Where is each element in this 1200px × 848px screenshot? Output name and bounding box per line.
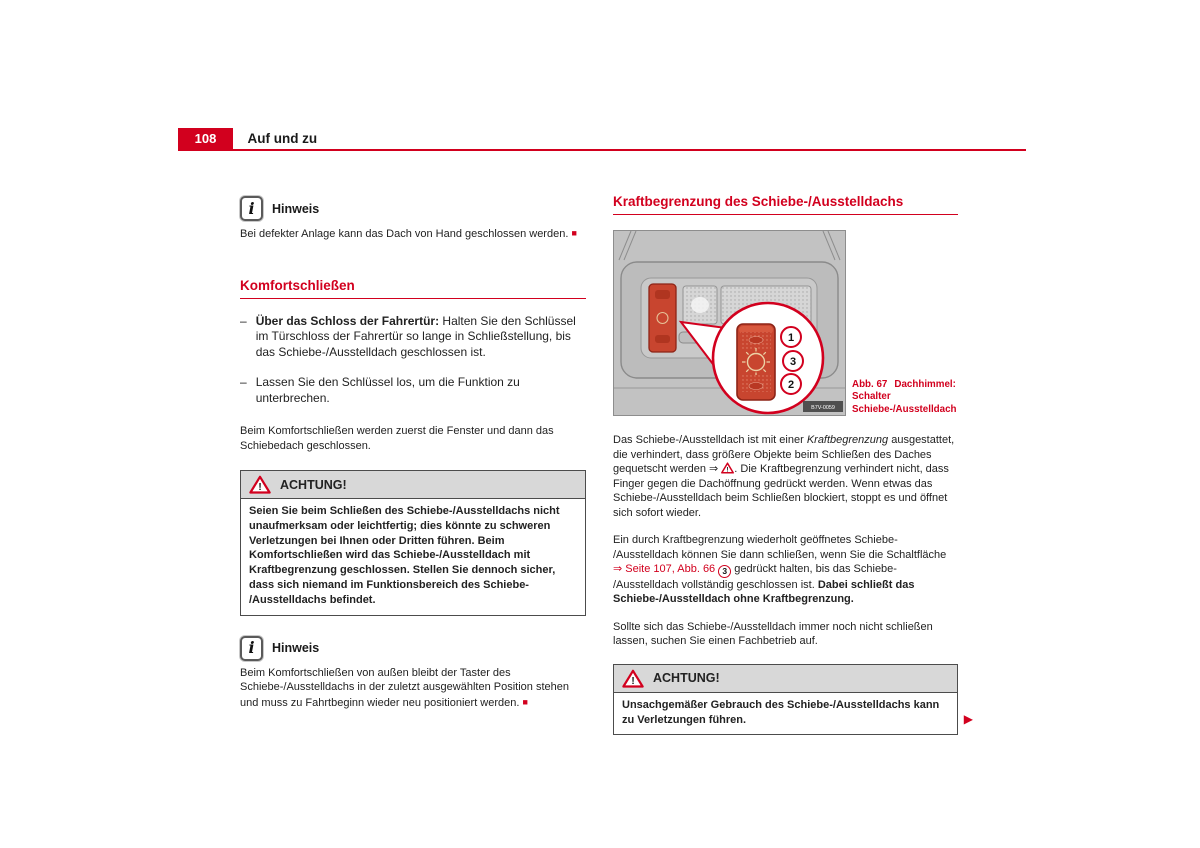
emphasized-term: Kraftbegrenzung xyxy=(806,434,889,446)
section-title-komfortschliessen: Komfortschließen xyxy=(240,278,586,299)
warning-text: Seien Sie beim Schließen des Schiebe-/Ausstelldachs nicht unaufmerksam oder leichtfertig; dies könnte zu schweren Verletzungen bei Ihnen oder Dritten führen. Beim Komfortschließen wird das Schiebe-/Ausstelldach mit Kraftbegrenzung geschlossen. Stellen Sie dennoch sicher, dass sich niemand im Funktionsbereich des Schiebe- /Ausstelldachs befindet. xyxy=(249,505,560,606)
figure xyxy=(613,230,958,416)
warning-triangle-icon xyxy=(622,669,644,688)
figure-code-tag xyxy=(803,401,843,412)
circled-ref-number: 3 xyxy=(718,565,731,578)
paragraph: Beim Komfortschließen werden zuerst die Fenster und dann das Schiebedach geschlossen. xyxy=(240,425,554,452)
bullet-dash: – xyxy=(240,313,247,328)
inline-warning-triangle-icon xyxy=(721,462,734,474)
svg-text:!: ! xyxy=(726,466,729,474)
page-header xyxy=(178,128,1026,151)
svg-text:2: 2 xyxy=(787,379,795,391)
callout-number-1 xyxy=(781,327,801,347)
sunroof-switch-small xyxy=(649,284,676,352)
note-text: Beim Komfortschließen von außen bleibt der Taster des Schiebe-/Ausstelldachs in der zuletzt ausgewählten Position stehen und muss zu Fahrtbeginn wieder neu positioniert werden. ■ xyxy=(240,666,569,709)
note-label: Hinweis xyxy=(272,641,320,656)
callout-number-3 xyxy=(783,351,803,371)
warning-box-1 xyxy=(240,470,586,616)
sunroof-switch-enlarged xyxy=(737,324,775,400)
continuation-arrow: ▶ xyxy=(963,712,973,727)
bullet-dash: – xyxy=(240,375,247,389)
svg-text:B7V-0059: B7V-0059 xyxy=(811,405,835,411)
info-icon: i xyxy=(240,636,263,661)
svg-text:3: 3 xyxy=(789,356,797,368)
warning-text: Unsachgemäßer Gebrauch des Schiebe-/Ausstelldachs kann zu Verletzungen führen. xyxy=(622,698,940,726)
page-number: 108 xyxy=(178,128,233,150)
warning-label: ACHTUNG! xyxy=(653,671,720,686)
note-header xyxy=(240,196,586,221)
figure-caption-text: Dachhimmel: Schalter Schiebe-/Ausstelldach xyxy=(852,378,957,415)
paragraph-2: Ein durch Kraftbegrenzung wiederholt geöffnetes Schiebe- /Ausstelldach können Sie dann schließen, wenn Sie die Schaltfläche ⇒ Seite 107, Abb. 66 3 gedrückt halten, bis das Schiebe- /Ausstelldach vollständig geschlossen ist. Dabei schließt das Schiebe-/Ausstelldach ohne Kraftbegrenzung. xyxy=(613,534,947,606)
paragraph-1: Das Schiebe-/Ausstelldach ist mit einer Kraftbegrenzung ausgestattet, die verhindert, dass größere Objekte beim Schließen des Daches gequetscht werden ⇒ ! . Die Kraftbegrenzung verhindert nicht, dass Finger gegen die Dachöffnung gedrückt werden. Wenn etwas das Schiebe-/Ausstelldach beim Schließen blockiert, stoppt es und öffnet sich sofort wieder. xyxy=(613,434,955,519)
note-header xyxy=(240,636,586,661)
bold-sentence: Dabei schließt das Schiebe-/Ausstelldach ohne Kraftbegrenzung. xyxy=(613,578,915,606)
figure-caption xyxy=(852,379,958,417)
paragraph-3: Sollte sich das Schiebe-/Ausstelldach immer noch nicht schließen lassen, suchen Sie einen Fachbetrieb auf. xyxy=(613,620,933,648)
section-end-marker: ■ xyxy=(522,696,528,707)
note-text: Bei defekter Anlage kann das Dach von Hand geschlossen werden. ■ xyxy=(240,228,577,240)
chapter-title: Auf und zu xyxy=(247,131,318,146)
section-title-kraftbegrenzung: Kraftbegrenzung des Schiebe-/Ausstelldachs xyxy=(613,194,958,215)
section-end-marker: ■ xyxy=(571,228,577,238)
warning-header xyxy=(241,471,585,499)
figure-caption-label: Abb. 67 xyxy=(852,378,888,390)
note-block-2 xyxy=(240,636,586,711)
note-label: Hinweis xyxy=(272,201,320,216)
svg-text:!: ! xyxy=(258,482,262,493)
reference-arrow: ⇒ xyxy=(709,463,719,475)
cross-reference-link: ⇒ Seite 107, Abb. 66 xyxy=(613,563,716,575)
callout-number-2 xyxy=(781,374,801,394)
bullet-item-2: – Lassen Sie den Schlüssel los, um die Funktion zu unterbrechen. xyxy=(240,375,520,405)
bullet-item-1: – Über das Schloss der Fahrertür: Halten Sie den Schlüssel im Türschloss der Fahrertür so lange in Schließstellung, bis das Schiebe-/Ausstelldach geschlossen ist. xyxy=(240,313,576,359)
warning-triangle-icon xyxy=(249,475,271,494)
warning-header xyxy=(614,665,957,693)
figure-illustration-roof-console xyxy=(613,230,846,416)
svg-text:!: ! xyxy=(631,675,635,687)
note-block-1 xyxy=(240,196,586,242)
warning-box-2 xyxy=(613,664,973,736)
right-column xyxy=(613,190,973,735)
warning-label: ACHTUNG! xyxy=(280,477,347,492)
svg-text:1: 1 xyxy=(787,332,795,344)
info-icon: i xyxy=(240,196,263,221)
left-column xyxy=(240,190,586,710)
